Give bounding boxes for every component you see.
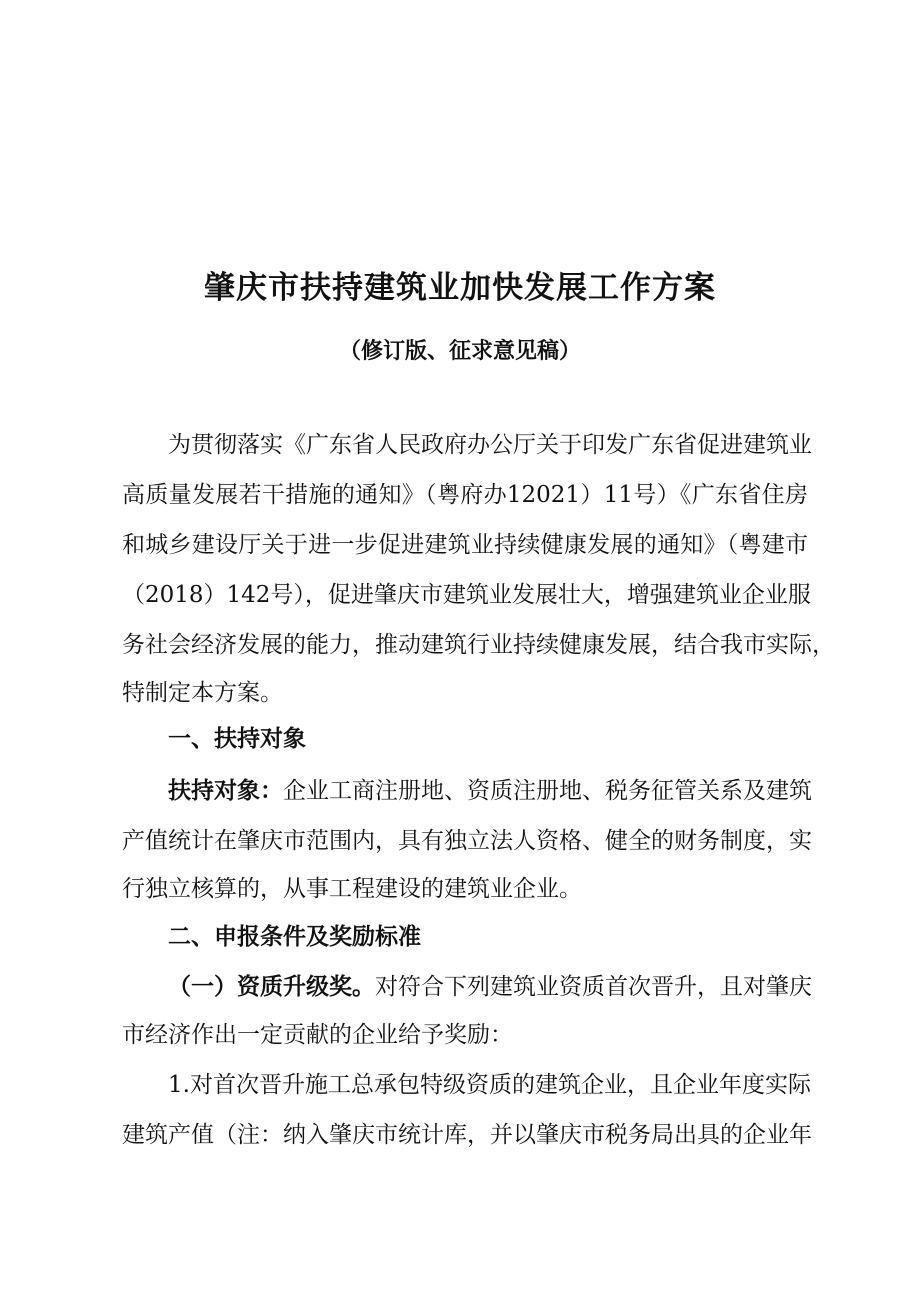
section1-line: 产值统计在肇庆市范围内，具有独立法人资格、健全的财务制度，实 [122, 828, 812, 854]
point1-line: 建筑产值（注：纳入肇庆市统计库，并以肇庆市税务局出具的企业年 [122, 1122, 812, 1148]
item1-lead: （一）资质升级奖。 [168, 974, 375, 1000]
section1-lead: 扶持对象： [168, 778, 283, 804]
document-title: 肇庆市扶持建筑业加快发展工作方案 [204, 270, 716, 306]
point1-line: 1.对首次晋升施工总承包特级资质的建筑企业，且企业年度实际 [168, 1072, 811, 1098]
section1-text: 企业工商注册地、资质注册地、税务征管关系及建筑 [283, 778, 812, 804]
section-heading: 一、扶持对象 [168, 726, 306, 752]
preamble-line: 和城乡建设厅关于进一步促进建筑业持续健康发展的通知》（粤建市 [122, 532, 808, 558]
preamble-line: 务社会经济发展的能力，推动建筑行业持续健康发展，结合我市实际， [122, 632, 835, 658]
item1-text: 对符合下列建筑业资质首次晋升，且对肇庆 [375, 974, 812, 1000]
preamble-line: 为贯彻落实《广东省人民政府办公厅关于印发广东省促进建筑业 [168, 432, 812, 458]
preamble-line: （2018）142号），促进肇庆市建筑业发展壮大，增强建筑业企业服 [122, 582, 811, 608]
document-subtitle: （修订版、征求意见稿） [338, 339, 581, 364]
item1-line: 市经济作出一定贡献的企业给予奖励： [122, 1022, 513, 1048]
section-heading: 二、申报条件及奖励标准 [168, 924, 421, 950]
section1-line: 行独立核算的，从事工程建设的建筑业企业。 [122, 876, 582, 902]
preamble-line: 高质量发展若干措施的通知》（粤府办12021）11号）《广东省住房 [122, 482, 808, 508]
section1-line [168, 776, 812, 806]
preamble-line: 特制定本方案。 [122, 680, 283, 706]
item1-line [168, 972, 812, 1002]
